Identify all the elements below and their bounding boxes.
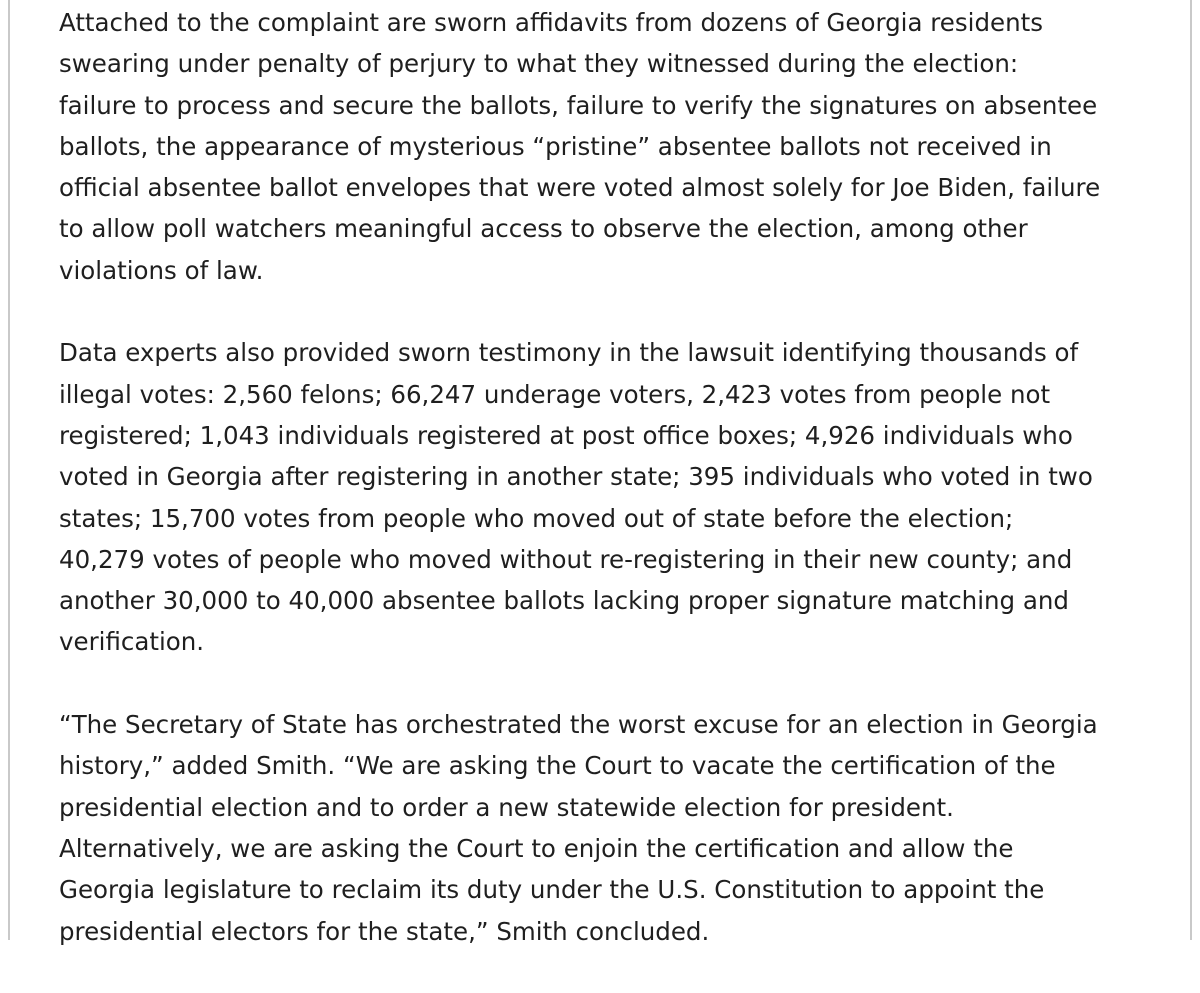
text-line: registered; 1,043 individuals registered at post office boxes; 4,926 individuals who bbox=[59, 420, 1073, 450]
text-line: ballots, the appearance of mysterious “pristine” absentee ballots not received in bbox=[59, 131, 1052, 161]
text-line: Georgia legislature to reclaim its duty under the U.S. Constitution to appoint the bbox=[59, 875, 1045, 905]
text-line: illegal votes: 2,560 felons; 66,247 underage voters, 2,423 votes from people not bbox=[59, 379, 1051, 409]
text-line: states; 15,700 votes from people who moved out of state before the election; bbox=[59, 503, 1014, 533]
text-line: 40,279 votes of people who moved without re-registering in their new county; and bbox=[59, 544, 1073, 574]
text-line: verification. bbox=[59, 627, 205, 657]
text-line: to allow poll watchers meaningful access to observe the election, among other bbox=[59, 214, 1028, 244]
paragraph-affidavits bbox=[59, 2, 1169, 291]
text-line: Attached to the complaint are sworn affidavits from dozens of Georgia residents bbox=[59, 8, 1043, 37]
paragraph-data-experts bbox=[59, 332, 1169, 662]
text-line: “The Secretary of State has orchestrated the worst excuse for an election in Georgia bbox=[59, 710, 1098, 740]
text-line: presidential election and to order a new statewide election for president. bbox=[59, 792, 954, 822]
text-line: presidential electors for the state,” Smith concluded. bbox=[59, 916, 710, 946]
text-line: Alternatively, we are asking the Court to enjoin the certification and allow the bbox=[59, 833, 1014, 863]
text-line: failure to process and secure the ballots, failure to verify the signatures on absentee bbox=[59, 90, 1098, 120]
text-line: history,” added Smith. “We are asking the Court to vacate the certification of the bbox=[59, 751, 1056, 781]
text-line: another 30,000 to 40,000 absentee ballots lacking proper signature matching and bbox=[59, 586, 1069, 616]
text-line: Data experts also provided sworn testimony in the lawsuit identifying thousands of bbox=[59, 338, 1079, 368]
text-line: violations of law. bbox=[59, 255, 264, 285]
text-line: voted in Georgia after registering in another state; 395 individuals who voted in two bbox=[59, 462, 1093, 492]
article-body bbox=[59, 2, 1169, 993]
document-frame bbox=[8, 0, 1192, 946]
paragraph-quote-smith bbox=[59, 704, 1169, 952]
text-line: official absentee ballot envelopes that were voted almost solely for Joe Biden, failure bbox=[59, 173, 1101, 203]
text-line: swearing under penalty of perjury to what they witnessed during the election: bbox=[59, 49, 1019, 79]
